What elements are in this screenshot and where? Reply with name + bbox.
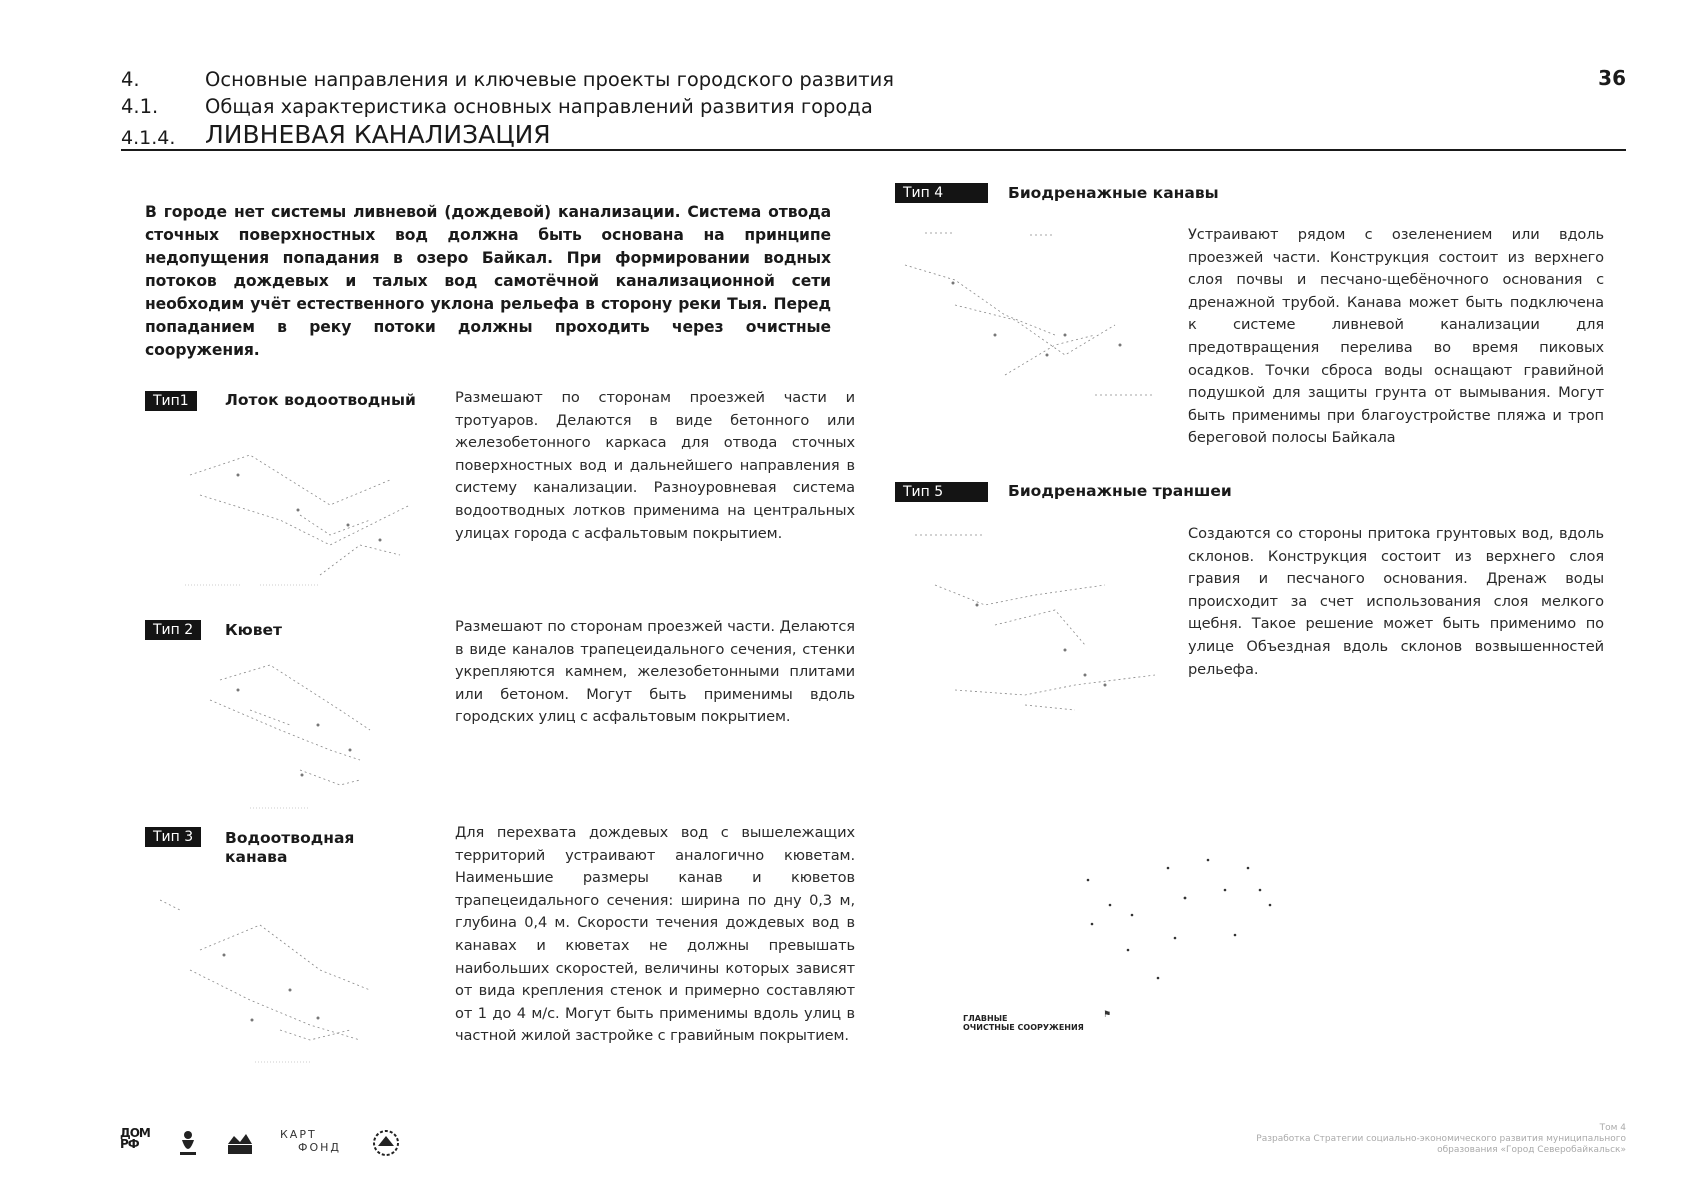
type-title: Биодренажные канавы — [1008, 184, 1219, 202]
type-title: Биодренажные траншеи — [1008, 482, 1232, 500]
header-divider — [121, 149, 1626, 151]
type-title: Кювет — [225, 621, 283, 639]
type-description: Размешают по сторонам проезжей части и тротуаров. Делаются в виде бетонного или железобетонного каркаса для отвода сточных поверхностных вод и дальнейшего направления в систему канализации. Разноуровневая система водоотводных лотков применима на центральных улицах города с асфальтовым покрытием. — [455, 389, 855, 542]
drainage-map — [1070, 850, 1290, 990]
coat-of-arms-icon — [178, 1128, 198, 1160]
type-title: Лоток водоотводный — [225, 391, 416, 409]
subsection-title: Общая характеристика основных направлений развития города — [205, 95, 873, 118]
drain-tray-illustration — [180, 425, 430, 595]
dom-rf-logo — [120, 1128, 150, 1150]
type-description: Устраивают рядом с озеленением или вдоль проезжей части. Конструкция состоит из верхнего слоя почвы и песчано-щебёночного основания с дренажной трубой. Канава может быть подключена к системе ливневой канализации для предотвращения перелива во время пиковых осадков. Точки сброса воды оснащают гравийной подушкой для защиты грунта от вымывания. Могут быть применимы при благоустройстве пляжа и троп береговой полосы Байкала — [1188, 226, 1604, 447]
footer-municipality: образования «Город Северобайкальск» — [1437, 1145, 1626, 1155]
type-title-line2: канава — [225, 848, 288, 866]
page-number: 36 — [1598, 66, 1626, 90]
type-description: Для перехвата дождевых вод с вышележащих территорий устраивают аналогично кюветам. Наименьшие размеры канав и кюветов трапецеидального сечения: ширина по дну 0,3 м, глубина 0,4 м. Скорости течения дождевых вод в канавах и кюветах не должны превышать наибольших скоростей, величины которых зависят от вида крепления стенок и примерно составляют от 1 до 4 м/с. Могут быть применимы вдоль улиц в частной жилой застройке с гравийным покрытием. — [455, 824, 855, 1045]
city-emblem-icon — [226, 1130, 254, 1160]
footer-project-title: Разработка Стратегии социально-экономического развития муниципального — [1256, 1134, 1626, 1144]
ditch-illustration — [190, 650, 390, 815]
type-badge: Тип 3 — [145, 827, 201, 847]
drainage-channel-illustration — [160, 890, 390, 1070]
type-badge: Тип 2 — [145, 620, 201, 640]
kart-fond-logo-line2: ФОНД — [298, 1141, 341, 1154]
type-badge: Тип 4 — [895, 183, 988, 203]
bio-drainage-ditch-illustration — [895, 225, 1165, 425]
footer-volume: Том 4 — [1599, 1123, 1626, 1133]
type-description: Создаются со стороны притока грунтовых вод, вдоль склонов. Конструкция состоит из верхнего слоя гравия и песчаного основания. Дренаж воды происходит за счет использования слоя мелкого щебня. Такое решение может быть применимо по улице Объездная вдоль склонов возвышенностей рельефа. — [1188, 525, 1604, 678]
map-label-line2: ОЧИСТНЫЕ СООРУЖЕНИЯ — [963, 1023, 1084, 1032]
subsection-number: 4.1. — [121, 95, 159, 118]
intro-paragraph: В городе нет системы ливневой (дождевой) канализации. Система отвода сточных поверхностных вод должна быть основана на принципе недопущения попадания в озеро Байкал. При формировании водных потоков дождевых и талых вод самотёчной канализационной сети необходим учёт естественного уклона рельефа в сторону реки Тыя. Перед попаданием в реку потоки должны проходить через очистные сооружения. — [145, 203, 831, 359]
bio-drainage-trench-illustration — [905, 525, 1170, 725]
footer-document-info — [1226, 1123, 1626, 1156]
dom-rf-logo-line1: ДОМ — [120, 1126, 150, 1140]
treatment-facilities-label — [963, 1014, 1084, 1032]
map-marker-icon: ⚑ — [1103, 1010, 1112, 1020]
kart-fond-logo-line1: КАРТ — [280, 1128, 317, 1141]
regional-emblem-icon — [370, 1128, 402, 1162]
type-badge: Тип 5 — [895, 482, 988, 502]
section-title: Основные направления и ключевые проекты городского развития — [205, 68, 894, 91]
section-number: 4. — [121, 68, 140, 91]
dom-rf-logo-line2: РФ — [120, 1137, 139, 1151]
kart-fond-logo — [280, 1128, 341, 1154]
chapter-number: 4.1.4. — [121, 127, 176, 149]
type-title-line1: Водоотводная — [225, 829, 355, 847]
map-label-line1: ГЛАВНЫЕ — [963, 1014, 1008, 1023]
type-description: Размешают по сторонам проезжей части. Делаются в виде каналов трапецеидального сечения, стенки укрепляются камнем, железобетонными плитами или бетоном. Могут быть применимы вдоль городских улиц с асфальтовым покрытием. — [455, 618, 855, 726]
type-badge: Тип1 — [145, 391, 197, 411]
page-title: ЛИВНЕВАЯ КАНАЛИЗАЦИЯ — [205, 120, 551, 149]
